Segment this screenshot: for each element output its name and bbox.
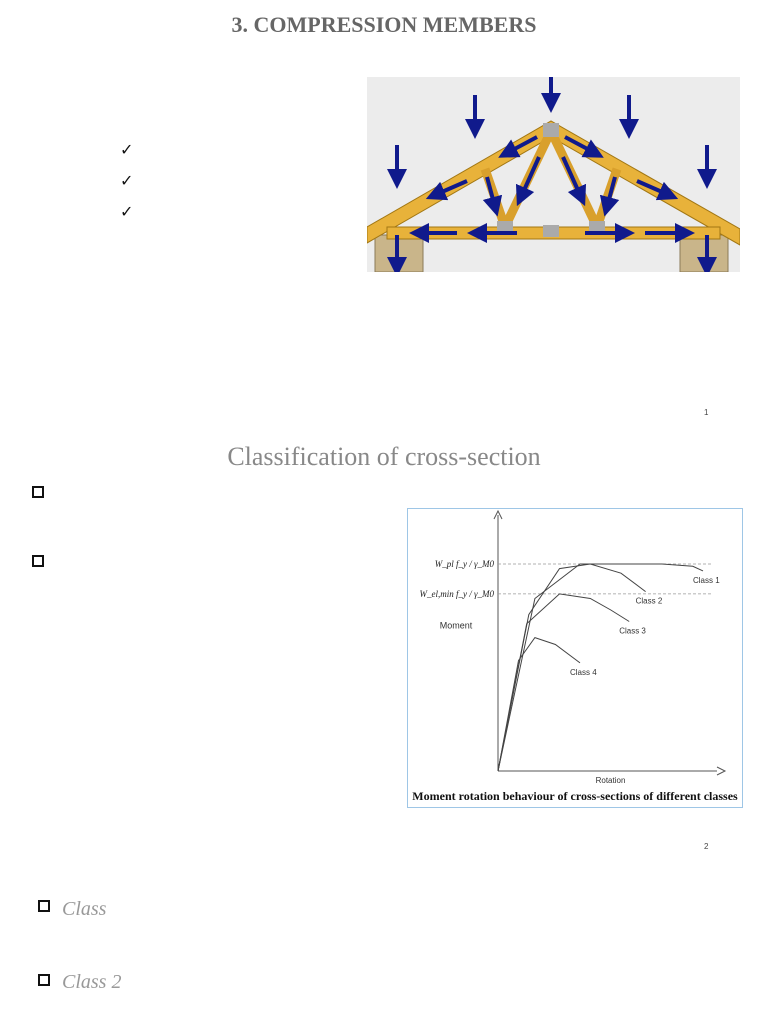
- x-axis-arrow-icon: [717, 767, 725, 775]
- page-number: 1: [704, 408, 709, 417]
- x-axis-label: Rotation: [595, 776, 626, 785]
- moment-rotation-figure: [407, 508, 743, 808]
- checkmark-icon: ✓: [120, 140, 134, 159]
- series-label: Class 1: [693, 575, 720, 585]
- checkbox-bullet-icon: [32, 486, 44, 498]
- slide1-title: 3. COMPRESSION MEMBERS: [231, 12, 537, 37]
- slide2-title: Classification of cross-section: [227, 442, 541, 471]
- moment-rotation-chart: [408, 509, 742, 785]
- checkbox-bullet-icon: [32, 555, 44, 567]
- y-axis-label: Moment: [439, 620, 473, 631]
- page-number: 2: [704, 842, 709, 851]
- roof-truss-illustration: [367, 77, 740, 272]
- checkbox-bullet-icon: [38, 974, 50, 986]
- reference-line-label: W_pl f_y / γ_M0: [434, 559, 494, 569]
- series-label: Class 4: [570, 667, 597, 677]
- reference-line-label: W_el,min f_y / γ_M0: [419, 588, 494, 599]
- list-item: Class: [62, 898, 107, 920]
- series-line-1: [498, 564, 703, 771]
- checkmark-icon: ✓: [120, 202, 134, 221]
- chart-caption: Moment rotation behaviour of cross-sections of different classes: [412, 789, 738, 803]
- series-label: Class 2: [635, 596, 663, 606]
- checkmark-icon: ✓: [120, 171, 134, 190]
- series-line-4: [498, 638, 580, 771]
- list-item: Class 2: [62, 971, 122, 993]
- series-line-3: [498, 594, 629, 771]
- checkbox-bullet-icon: [38, 900, 50, 912]
- series-label: Class 3: [619, 626, 646, 636]
